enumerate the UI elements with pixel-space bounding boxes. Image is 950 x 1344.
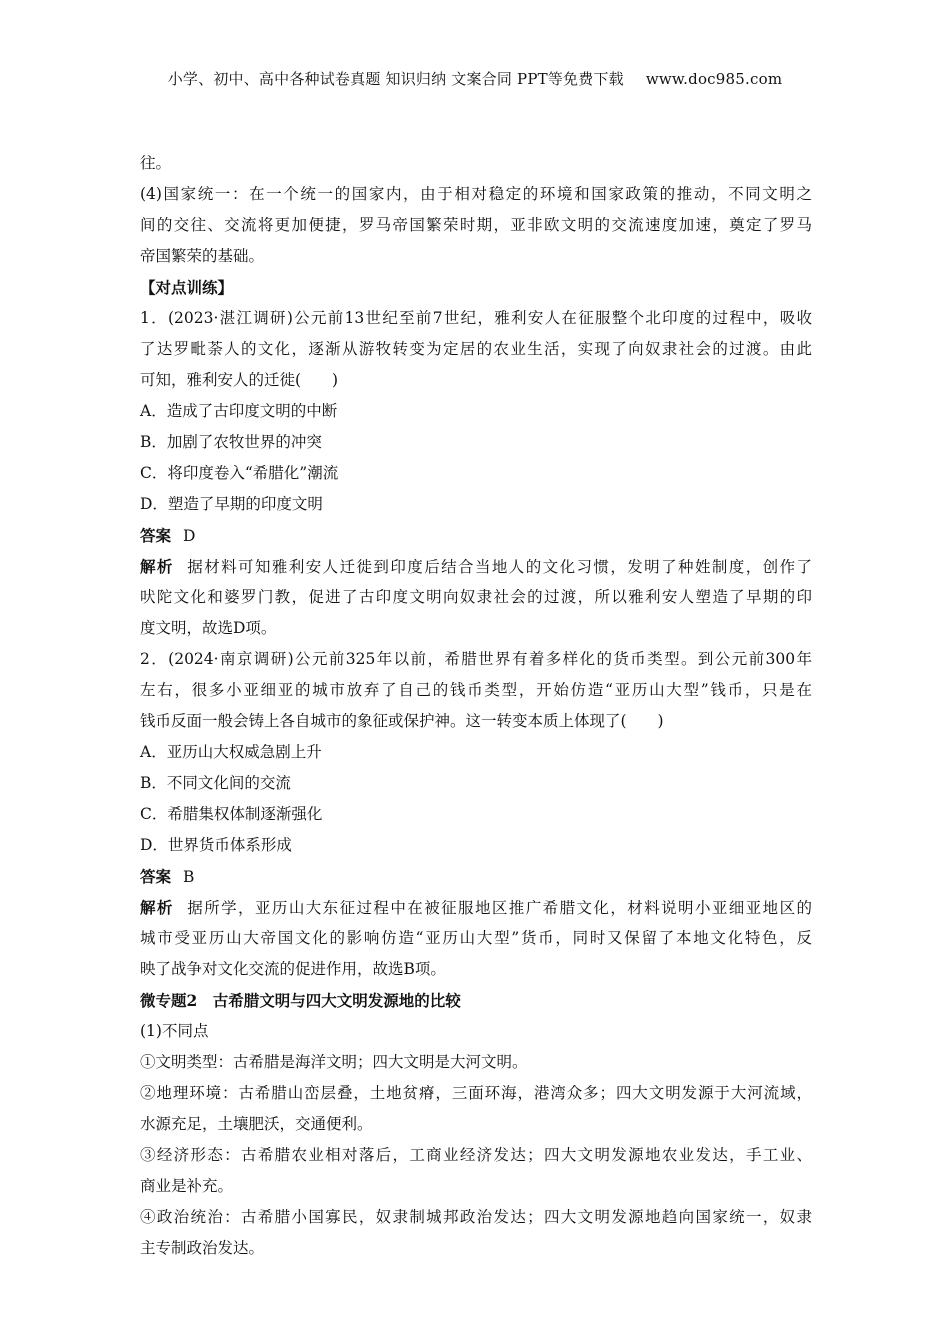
question-2-answer <box>140 861 812 892</box>
question-2-stem: 钱币反面一般会铸上各自城市的象征或保护神。这一转变本质上体现了( ) <box>140 712 664 730</box>
answer-label: 答案 <box>140 867 172 886</box>
header-text: 小学、初中、高中各种试卷真题 知识归纳 文案合同 PPT等免费下载 <box>167 70 624 88</box>
answer-value: D <box>183 527 196 545</box>
text-line: 帝国繁荣的基础。 <box>140 247 265 265</box>
topic-point-2: ②地理环境：古希腊山峦层叠，土地贫瘠，三面环海，港湾众多；四大文明发源于大河流域， <box>140 1084 812 1102</box>
topic-point-3: ③经济形态：古希腊农业相对落后，工商业经济发达；四大文明发源地农业发达，手工业、 <box>140 1146 812 1164</box>
question-1-answer <box>140 520 812 551</box>
analysis-label: 解析 <box>140 898 174 917</box>
question-1-option-d: D．塑造了早期的印度文明 <box>140 495 323 513</box>
question-1-analysis: 度文明，故选D项。 <box>140 619 277 637</box>
answer-label: 答案 <box>140 526 172 545</box>
text-line: 间的交往、交流将更加便捷，罗马帝国繁荣时期，亚非欧文明的交流速度加速，奠定了罗马 <box>140 216 812 234</box>
topic-point-1: ①文明类型：古希腊是海洋文明；四大文明是大河文明。 <box>140 1053 528 1071</box>
question-2-option-b: B．不同文化间的交流 <box>140 774 291 792</box>
document-body <box>140 148 812 1264</box>
question-1-analysis: 吠陀文化和婆罗门教，促进了古印度文明向奴隶社会的过渡，所以雅利安人塑造了早期的印 <box>140 588 812 606</box>
question-2-analysis <box>140 892 812 923</box>
question-2-analysis: 城市受亚历山大帝国文化的影响仿造“亚历山大型”货币，同时又保留了本地文化特色，反 <box>140 929 812 947</box>
question-1-stem: 可知，雅利安人的迁徙( ) <box>140 371 339 389</box>
topic-subtitle: (1)不同点 <box>140 1022 209 1040</box>
topic-point-2: 水源充足，土壤肥沃，交通便利。 <box>140 1115 373 1133</box>
question-1-stem: 了达罗毗荼人的文化，逐渐从游牧转变为定居的农业生活，实现了向奴隶社会的过渡。由此 <box>140 340 812 358</box>
answer-value: B <box>183 868 195 886</box>
analysis-label: 解析 <box>140 557 174 576</box>
question-2-analysis: 映了战争对文化交流的促进作用，故选B项。 <box>140 960 446 978</box>
question-2-stem: 2．(2024·南京调研)公元前325年以前，希腊世界有着多样化的货币类型。到公元前300年 <box>140 650 812 668</box>
question-2-option-d: D．世界货币体系形成 <box>140 836 292 854</box>
topic-point-4: 主专制政治发达。 <box>140 1239 265 1257</box>
question-1-stem: 1．(2023·湛江调研)公元前13世纪至前7世纪，雅利安人在征服整个北印度的过程中，吸收 <box>140 309 812 327</box>
text-line: (4)国家统一：在一个统一的国家内，由于相对稳定的环境和国家政策的推动，不同文明之 <box>140 185 812 203</box>
question-1-analysis <box>140 551 812 582</box>
topic-point-3: 商业是补充。 <box>140 1177 234 1195</box>
question-2-stem: 左右，很多小亚细亚的城市放弃了自己的钱币类型，开始仿造“亚历山大型”钱币，只是在 <box>140 681 812 699</box>
question-2-option-a: A．亚历山大权威急剧上升 <box>140 743 322 761</box>
question-1-option-c: C．将印度卷入“希腊化”潮流 <box>140 464 339 482</box>
topic-title: 微专题2 古希腊文明与四大文明发源地的比较 <box>140 991 461 1010</box>
text-line: 往。 <box>140 154 172 172</box>
question-1-option-b: B．加剧了农牧世界的冲突 <box>140 433 322 451</box>
question-1-option-a: A．造成了古印度文明的中断 <box>140 402 338 420</box>
analysis-text: 据材料可知雅利安人迁徙到印度后结合当地人的文化习惯，发明了种姓制度，创作了 <box>185 558 812 576</box>
section-title: 【对点训练】 <box>140 278 234 297</box>
analysis-text: 据所学，亚历山大东征过程中在被征服地区推广希腊文化，材料说明小亚细亚地区的 <box>185 899 812 917</box>
question-2-option-c: C．希腊集权体制逐渐强化 <box>140 805 323 823</box>
page-header <box>0 68 950 89</box>
topic-point-4: ④政治统治：古希腊小国寡民，奴隶制城邦政治发达；四大文明发源地趋向国家统一，奴隶 <box>140 1208 812 1226</box>
header-url: www.doc985.com <box>645 70 783 88</box>
